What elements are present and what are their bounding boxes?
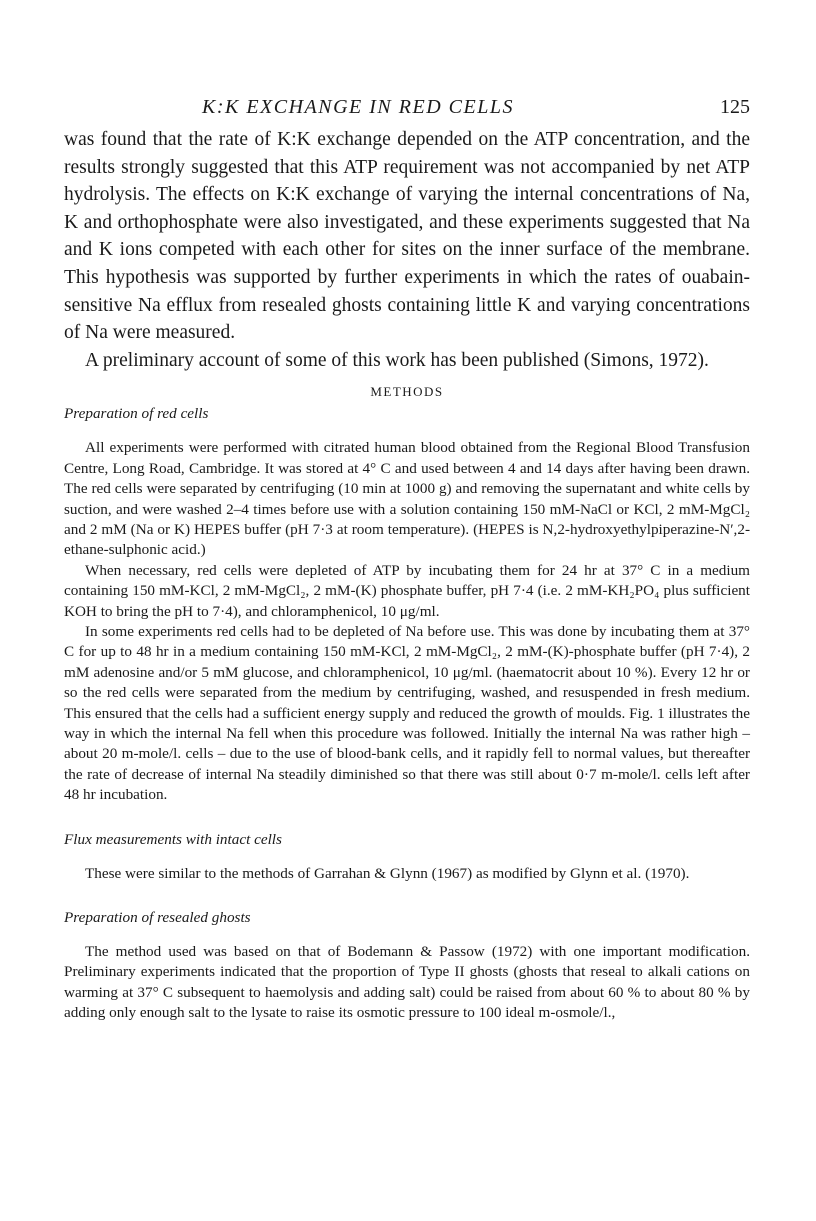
section-preparation-red-cells [64,404,750,805]
section-body [64,438,750,805]
section-body [64,942,750,1024]
section-title: Preparation of resealed ghosts [64,909,251,927]
section-title: Preparation of red cells [64,405,209,423]
section-resealed-ghosts [64,908,750,1024]
paragraph: When necessary, red cells were depleted of ATP by incubating them for 24 hr at 37° C in a medium containing 150 mM-KCl, 2 mM-MgCl₂, 2 mM-(K) phosphate buffer, pH 7·4 (i.e. 2 mM-KH₂PO₄ plus sufficient KOH to bring the pH to 7·4), and chloramphenicol, 10 μg/ml. [64,561,750,620]
intro-paragraph-2: A preliminary account of some of this work has been published (Simons, 1972). [85,349,709,371]
page-header [64,96,750,120]
section-title: Flux measurements with intact cells [64,830,282,848]
paragraph: These were similar to the methods of Garrahan & Glynn (1967) as modified by Glynn et al. (1970). [85,864,690,882]
paragraph: All experiments were performed with citrated human blood obtained from the Regional Blood Transfusion Centre, Long Road, Cambridge. It was stored at 4° C and used between 4 and 14 days after having been drawn. The red cells were separated by centrifuging (10 min at 1000 g) and removing the supernatant and white cells by suction, and were washed 2–4 times before use with a solution containing 150 mM-NaCl or KCl, 2 mM-MgCl₂ and 2 mM (Na or K) HEPES buffer (pH 7·3 at room temperature). (HEPES is N,2-hydroxyethylpiperazine-N′,2-ethane-sulphonic acid.) [64,439,750,559]
introduction [64,126,750,374]
paragraph: The method used was based on that of Bodemann & Passow (1972) with one important modification. Preliminary experiments indicated that the proportion of Type II ghosts (ghosts that reseal to alkali cations on warming at 37° C subsequent to haemolysis and adding salt) could be raised from about 60 % to about 80 % by adding only enough salt to the lysate to raise its osmotic pressure to 100 ideal m-osmole/l., [64,943,750,1022]
section-flux-measurements [64,830,750,884]
intro-paragraph-1: was found that the rate of K:K exchange depended on the ATP concentration, and the results strongly suggested that this ATP requirement was not accompanied by net ATP hydrolysis. The effects on K:K exchange of varying the internal concentrations of Na, K and orthophosphate were also investigated, and these experiments suggested that Na and K ions competed with each other for sites on the inner surface of the membrane. This hypothesis was supported by further experiments in which the rates of ouabain-sensitive Na efflux from resealed ghosts containing little K and varying concentrations of Na were measured. [64,129,750,344]
methods-heading: METHODS [370,384,444,400]
running-title: K:K EXCHANGE IN RED CELLS [202,96,514,118]
section-body [64,864,750,884]
page-number: 125 [720,96,750,118]
page-content [64,126,750,1024]
paragraph: In some experiments red cells had to be depleted of Na before use. This was done by incubating them at 37° C for up to 48 hr in a medium containing 150 mM-KCl, 2 mM-MgCl₂, 2 mM-(K)-phosphate buffer (pH 7·4), 2 mM adenosine and/or 5 mM glucose, and chloramphenicol, 10 μg/ml. (haematocrit about 10 %). Every 12 hr or so the red cells were separated from the medium by centrifuging, washed, and resuspended in fresh medium. This ensured that the cells had a sufficient energy supply and reduced the growth of moulds. Fig. 1 illustrates the way in which the internal Na fell when this procedure was followed. Initially the internal Na was rather high – about 20 m-mole/l. cells – due to the use of blood-bank cells, and it rapidly fell to normal values, but thereafter the rate of decrease of internal Na steadily diminished so that there was still about 0·7 m-mole/l. cells left after 48 hr incubation. [64,623,750,804]
